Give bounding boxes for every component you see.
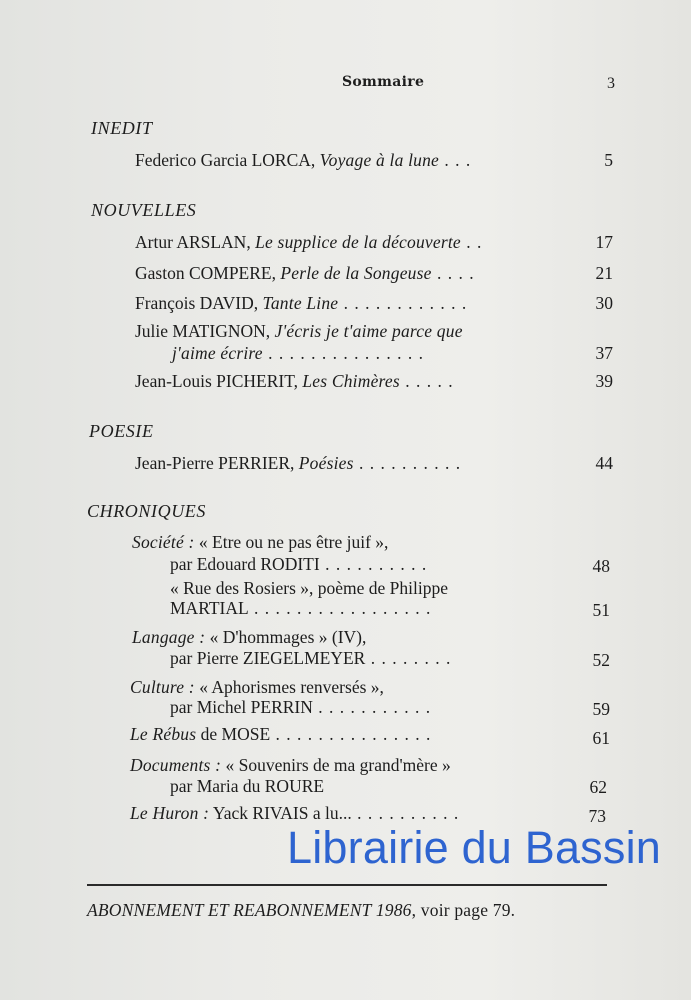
section-inedit-heading: INEDIT (91, 118, 153, 138)
subscription-label: ABONNEMENT ET REABONNEMENT 1986 (87, 900, 412, 920)
entry-rubric: Langage : (132, 627, 206, 647)
entry-rubric: Documents : (130, 755, 222, 775)
leader-dots: . . . . . . . . . . (351, 803, 460, 823)
entry-title: Les Chimères (302, 371, 400, 391)
entry-page: 17 (595, 232, 613, 252)
toc-entry (135, 232, 482, 253)
leader-dots: . . . . . . . . . . . . . . . (270, 724, 432, 744)
entry-title: « Etre ou ne pas être juif », (194, 532, 389, 552)
entry-title: Perle de la Songeuse (280, 263, 432, 283)
entry-page: 62 (589, 777, 607, 797)
header-page-number: 3 (607, 75, 615, 92)
entry-author: Jean-Pierre PERRIER, (135, 453, 299, 473)
leader-dots: . . . . . . . . . . . . . . . (262, 343, 424, 363)
entry-page: 44 (595, 453, 613, 473)
entry-title: « Aphorismes renversés », (194, 677, 384, 697)
toc-entry (135, 453, 461, 474)
entry-title: « D'hommages » (IV), (205, 627, 367, 647)
subscription-note (87, 900, 515, 921)
entry-author: Julie MATIGNON, (135, 321, 275, 341)
entry-author: Jean-Louis PICHERIT, (135, 371, 303, 391)
entry-author: par Edouard RODITI (170, 554, 320, 574)
subscription-reference: , voir page 79. (411, 900, 516, 920)
toc-entry-continuation (170, 648, 451, 669)
watermark-overlay: Librairie du Bassin (287, 822, 661, 873)
entry-title: Voyage à la lune (319, 150, 440, 170)
leader-dots: . . . . . . . . (365, 648, 452, 668)
section-chroniques-heading: CHRONIQUES (87, 501, 206, 521)
entry-author: MARTIAL (170, 598, 249, 618)
entry-author: de MOSE (196, 724, 271, 744)
toc-entry (130, 803, 459, 824)
leader-dots: . . . . (431, 263, 475, 283)
entry-author: par Michel PERRIN (170, 697, 313, 717)
entry-title: « Rue des Rosiers », poème de Philippe (170, 578, 449, 598)
footer-rule (87, 884, 607, 886)
entry-author: par Pierre ZIEGELMEYER (170, 648, 366, 668)
entry-page: 39 (595, 371, 613, 391)
entry-page: 73 (588, 806, 606, 826)
toc-entry-continuation (170, 598, 431, 619)
entry-title: J'écris je t'aime parce que (274, 321, 463, 341)
entry-page: 52 (592, 650, 610, 670)
toc-entry-continuation (172, 343, 424, 364)
entry-page: 30 (595, 293, 613, 313)
toc-entry (130, 755, 451, 776)
entry-author: Gaston COMPERE, (135, 263, 281, 283)
entry-title: Le supplice de la découverte (255, 232, 461, 252)
entry-rubric: Culture : (130, 677, 195, 697)
entry-title: Poésies (298, 453, 354, 473)
entry-page: 21 (595, 263, 613, 283)
leader-dots: . . (460, 232, 483, 252)
entry-rubric: Société : (132, 532, 195, 552)
toc-entry-continuation (170, 554, 427, 575)
entry-page: 37 (595, 343, 613, 363)
toc-entry (170, 578, 448, 599)
entry-rubric: Le Rébus (130, 724, 197, 744)
section-poesie-heading: POESIE (89, 421, 154, 441)
entry-title: Tante Line (262, 293, 339, 313)
toc-entry-continuation (170, 697, 431, 718)
toc-entry (135, 150, 471, 171)
section-nouvelles-heading: NOUVELLES (91, 200, 197, 220)
leader-dots: . . . . . (399, 371, 454, 391)
toc-entry (135, 321, 463, 342)
leader-dots: . . . . . . . . . . (319, 554, 428, 574)
toc-entry (130, 677, 384, 698)
toc-entry (132, 627, 366, 648)
toc-entry (130, 724, 431, 745)
entry-page: 61 (592, 728, 610, 748)
leader-dots: . . . . . . . . . . . (312, 697, 432, 717)
entry-author: par Maria du ROURE (170, 776, 325, 796)
toc-entry (132, 532, 388, 553)
entry-author: Yack RIVAIS a lu... (209, 803, 352, 823)
leader-dots: . . . (439, 150, 472, 170)
leader-dots: . . . . . . . . . . (353, 453, 462, 473)
entry-title-continued: j'aime écrire (172, 343, 263, 363)
toc-entry-continuation (170, 776, 324, 797)
entry-page: 5 (604, 150, 613, 170)
toc-entry (135, 293, 467, 314)
entry-page: 59 (592, 699, 610, 719)
leader-dots: . . . . . . . . . . . . . . . . . (248, 598, 432, 618)
entry-author: François DAVID, (135, 293, 263, 313)
header-title: Sommaire (342, 74, 425, 90)
entry-author: Federico Garcia LORCA, (135, 150, 320, 170)
toc-entry (135, 263, 475, 284)
entry-author: Artur ARSLAN, (135, 232, 256, 252)
leader-dots: . . . . . . . . . . . . (338, 293, 468, 313)
entry-page: 51 (592, 600, 610, 620)
entry-page: 48 (592, 556, 610, 576)
toc-entry (135, 371, 454, 392)
entry-title: « Souvenirs de ma grand'mère » (221, 755, 451, 775)
entry-rubric: Le Huron : (130, 803, 210, 823)
